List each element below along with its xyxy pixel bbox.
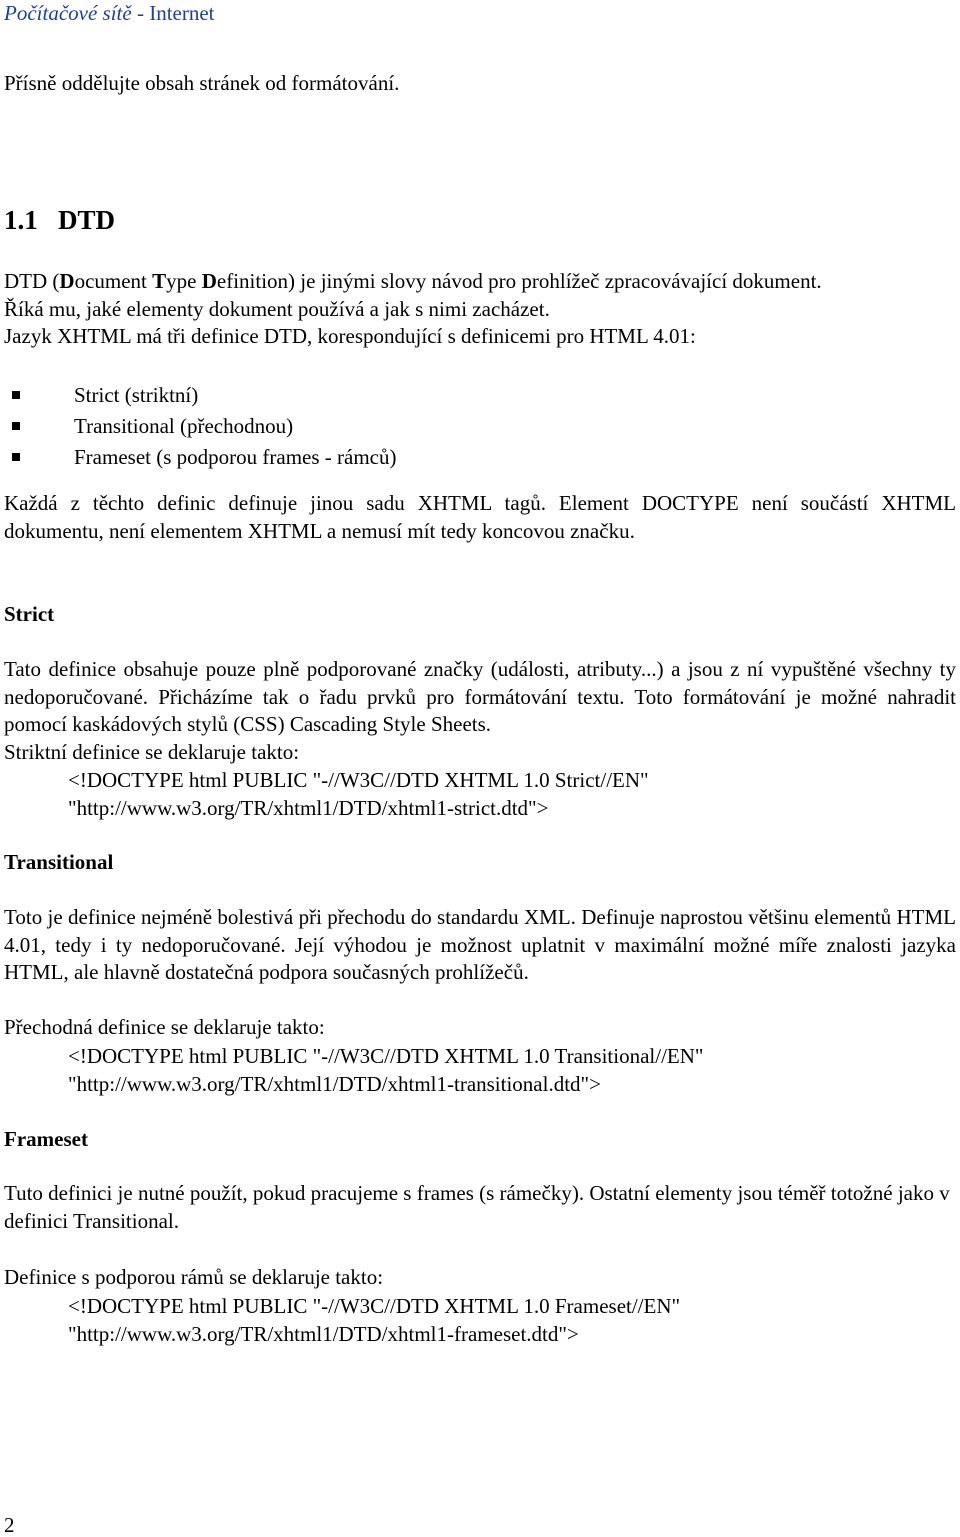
list-item-label: Transitional (přechodnou) — [74, 414, 294, 438]
page-number: 2 — [4, 1513, 15, 1537]
dtd-prefix: DTD ( — [4, 269, 60, 293]
dtd-ype: ype — [166, 269, 202, 293]
running-header — [4, 0, 956, 28]
transitional-paragraph: Toto je definice nejméně bolestivá při přechodu do standardu XML. Definuje naprostou většinu elementů HTML 4.01, tedy i ty nedoporučované. Její výhodou je možnost uplatnit v maximální možné míře znalosti jazyka HTML, ale hlavně dostatečná podpora současných prohlížečů. — [4, 905, 956, 985]
frameset-paragraph: Tuto definici je nutné použít, pokud pracujeme s frames (s rámečky). Ostatní elementy jsou téměř totožné jako v definici Transitional. — [4, 1181, 950, 1233]
section-title: DTD — [58, 205, 116, 235]
square-bullet-icon — [12, 453, 20, 461]
section-heading — [4, 204, 956, 236]
strict-code-line-2: "http://www.w3.org/TR/xhtml1/DTD/xhtml1-strict.dtd"> — [68, 796, 549, 820]
dtd-ocument: ocument — [74, 269, 153, 293]
intro-paragraph: Přísně oddělujte obsah stránek od formátování. — [4, 71, 400, 95]
frameset-code-line-1: <!DOCTYPE html PUBLIC "-//W3C//DTD XHTML 1.0 Frameset//EN" — [68, 1294, 681, 1318]
frameset-doctype-code — [68, 1292, 956, 1348]
dtd-line-2: Říká mu, jaké elementy dokument používá a jak s nimi zacházet. — [4, 296, 550, 321]
list-item-label: Strict (striktní) — [74, 383, 199, 407]
strict-paragraph — [4, 656, 956, 766]
frameset-code-line-2: "http://www.w3.org/TR/xhtml1/DTD/xhtml1-frameset.dtd"> — [68, 1322, 579, 1346]
transitional-heading: Transitional — [4, 850, 114, 874]
strict-description: Tato definice obsahuje pouze plně podporované značky (události, atributy...) a jsou z ní vypuštěné všechny ty nedoporučované. Přicházíme tak o řadu prvků pro formátování textu. Toto formátování je možné nahradit pomocí kaskádových stylů (CSS) Cascading Style Sheets. — [4, 657, 956, 737]
list-item-label: Frameset (s podporou frames - rámců) — [74, 445, 397, 469]
doctype-paragraph: Každá z těchto definic definuje jinou sadu XHTML tagů. Element DOCTYPE není součástí XHTML dokumentu, není elementem XHTML a nemusí mít tedy koncovou značku. — [4, 491, 956, 543]
dtd-letter-t: T — [152, 269, 167, 293]
transitional-code-line-1: <!DOCTYPE html PUBLIC "-//W3C//DTD XHTML 1.0 Transitional//EN" — [68, 1044, 704, 1068]
transitional-declaration-label: Přechodná definice se deklaruje takto: — [4, 1015, 325, 1039]
transitional-code-line-2: "http://www.w3.org/TR/xhtml1/DTD/xhtml1-transitional.dtd"> — [68, 1072, 601, 1096]
dtd-letter-d2: D — [201, 269, 217, 293]
dtd-letter-d: D — [59, 269, 75, 293]
strict-doctype-code — [68, 766, 956, 822]
list-item — [12, 442, 956, 473]
list-item — [12, 380, 956, 411]
square-bullet-icon — [12, 422, 20, 430]
dtd-efinition: efinition) je jinými slovy návod pro prohlížeč zpracovávající dokument. — [216, 269, 822, 293]
frameset-heading: Frameset — [4, 1127, 88, 1151]
strict-declaration-label: Striktní definice se deklaruje takto: — [4, 739, 300, 764]
header-subtitle: Internet — [149, 1, 215, 25]
dtd-line-1 — [4, 268, 956, 296]
section-number: 1.1 — [4, 205, 38, 235]
frameset-declaration-label: Definice s podporou rámů se deklaruje takto: — [4, 1265, 384, 1289]
header-separator: - — [131, 1, 150, 25]
square-bullet-icon — [12, 391, 20, 399]
dtd-line-3: Jazyk XHTML má tři definice DTD, korespondující s definicemi pro HTML 4.01: — [4, 324, 696, 349]
header-title: Počítačové sítě — [4, 1, 132, 25]
strict-code-line-1: <!DOCTYPE html PUBLIC "-//W3C//DTD XHTML 1.0 Strict//EN" — [68, 768, 649, 792]
dtd-paragraph — [4, 268, 956, 351]
dtd-types-list — [12, 380, 956, 473]
list-item — [12, 411, 956, 442]
transitional-doctype-code — [68, 1042, 956, 1098]
strict-heading: Strict — [4, 602, 55, 626]
